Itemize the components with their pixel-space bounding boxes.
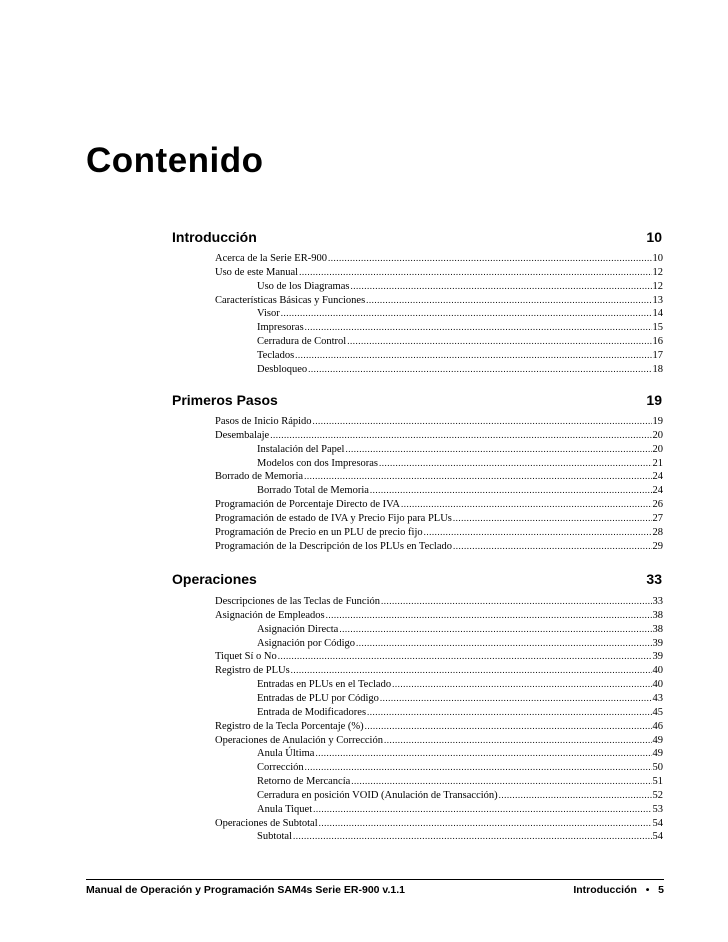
toc-entry-page-number: 52: [652, 789, 663, 801]
toc-entry-label: Cerradura en posición VOID (Anulación de Transacción): [257, 789, 498, 801]
toc-entry[interactable]: [257, 458, 663, 472]
toc-entry-page-number: 38: [652, 609, 663, 621]
toc-entry[interactable]: [257, 281, 663, 295]
toc-entry-page-number: 54: [652, 817, 663, 829]
dot-leader: [328, 253, 652, 263]
toc-entry-label: Programación de Porcentaje Directo de IVA: [215, 499, 400, 511]
toc-entry-label: Anula Tiquet: [257, 803, 313, 815]
toc-entry-label: Instalación del Papel: [257, 443, 345, 455]
toc-entry-page-number: 28: [652, 526, 663, 538]
footer-page-number: 5: [658, 884, 664, 896]
toc-entry-label: Visor: [257, 308, 280, 320]
dot-leader: [401, 499, 652, 509]
toc-entry-page-number: 15: [652, 322, 663, 334]
toc-entry-label: Retorno de Mercancía: [257, 776, 351, 788]
toc-entry-page-number: 43: [652, 692, 663, 704]
toc-entry[interactable]: [257, 776, 663, 790]
dot-leader: [305, 322, 652, 332]
toc-entry-page-number: 33: [652, 596, 663, 607]
toc-entry-page-number: 40: [652, 665, 663, 677]
toc-entry-label: Uso de este Manual: [215, 266, 299, 278]
toc-entry-label: Corrección: [257, 762, 304, 774]
toc-entry-page-number: 18: [652, 363, 663, 375]
toc-entry-page-number: 17: [652, 349, 663, 361]
toc-entry[interactable]: [257, 679, 663, 693]
toc-entry[interactable]: [215, 471, 663, 485]
dot-leader: [304, 471, 651, 481]
toc-entry[interactable]: [215, 527, 663, 541]
dot-leader: [365, 721, 652, 731]
toc-entry-label: Anula Última: [257, 748, 315, 760]
footer-section: Introducción: [573, 884, 637, 896]
toc-entry-page-number: 21: [652, 457, 663, 469]
toc-entry-label: Programación de estado de IVA y Precio Fijo para PLUs: [215, 512, 452, 524]
toc-entry-label: Programación de la Descripción de los PLUs en Teclado: [215, 540, 453, 552]
toc-entry[interactable]: [215, 818, 663, 832]
dot-leader: [305, 762, 652, 772]
toc-entry-label: Asignación Directa: [257, 623, 339, 635]
toc-entry[interactable]: [257, 444, 663, 458]
toc-entry-page-number: 12: [652, 266, 663, 278]
section-heading[interactable]: [172, 229, 662, 247]
dot-leader: [313, 416, 652, 426]
toc-entry-label: Asignación de Empleados: [215, 609, 325, 621]
toc-entry[interactable]: [215, 499, 663, 513]
dot-leader: [319, 818, 652, 828]
footer-bullet: •: [645, 884, 650, 896]
toc-entry-page-number: 49: [652, 748, 663, 760]
toc-entry[interactable]: [215, 735, 663, 749]
toc-entry-page-number: 45: [652, 706, 663, 718]
toc-entry-page-number: 20: [652, 429, 663, 441]
toc-entry-page-number: 24: [652, 471, 663, 483]
toc-entry-page-number: 14: [652, 308, 663, 320]
section-page-number: 10: [646, 229, 662, 245]
dot-leader: [299, 267, 651, 277]
toc-entry[interactable]: [257, 336, 663, 350]
toc-entry-page-number: 24: [652, 485, 663, 497]
toc-entry-label: Descripciones de las Teclas de Función: [215, 596, 380, 607]
toc-entry-label: Desembalaje: [215, 429, 270, 441]
dot-leader: [381, 596, 652, 606]
section-title: Primeros Pasos: [172, 392, 278, 408]
dot-leader: [366, 295, 651, 305]
toc-entry[interactable]: [215, 253, 663, 267]
toc-entry-page-number: 20: [652, 443, 663, 455]
dot-leader: [270, 430, 651, 440]
toc-entry[interactable]: [257, 322, 663, 336]
toc-entry-label: Subtotal: [257, 831, 293, 843]
toc-entry[interactable]: [215, 721, 663, 735]
dot-leader: [453, 513, 652, 523]
toc-entry[interactable]: [257, 804, 663, 818]
toc-entry[interactable]: [257, 790, 663, 804]
dot-leader: [384, 735, 652, 745]
page-title: Contenido: [86, 141, 264, 180]
dot-leader: [326, 610, 652, 620]
toc-entry-label: Asignación por Código: [257, 637, 355, 649]
toc-entry-label: Pasos de Inicio Rápido: [215, 416, 312, 427]
toc-entry[interactable]: [257, 638, 663, 652]
toc-entry-label: Uso de los Diagramas: [257, 280, 350, 292]
toc-entry[interactable]: [215, 596, 663, 610]
dot-leader: [453, 541, 651, 551]
toc-entry-page-number: 49: [652, 734, 663, 746]
section-heading[interactable]: [172, 571, 662, 589]
toc-entry-page-number: 54: [652, 831, 663, 843]
dot-leader: [370, 485, 652, 495]
dot-leader: [313, 804, 651, 814]
dot-leader: [295, 350, 651, 360]
dot-leader: [350, 281, 651, 291]
toc-entry-page-number: 39: [652, 637, 663, 649]
toc-entry-page-number: 26: [652, 499, 663, 511]
toc-entry-label: Teclados: [257, 349, 295, 361]
dot-leader: [347, 336, 651, 346]
toc-entry-page-number: 29: [652, 540, 663, 552]
section-page-number: 19: [646, 392, 662, 408]
section-heading[interactable]: [172, 392, 662, 410]
toc-entry-page-number: 10: [652, 253, 663, 264]
toc-entry-label: Borrado de Memoria: [215, 471, 304, 483]
toc-entry-label: Entrada de Modificadores: [257, 706, 367, 718]
dot-leader: [315, 748, 651, 758]
dot-leader: [351, 776, 651, 786]
toc-entry[interactable]: [257, 693, 663, 707]
toc-entry-page-number: 50: [652, 762, 663, 774]
toc-entry[interactable]: [257, 748, 663, 762]
dot-leader: [281, 308, 652, 318]
toc-entry-label: Operaciones de Anulación y Corrección: [215, 734, 383, 746]
toc-entry-page-number: 13: [652, 294, 663, 306]
toc-entry[interactable]: [215, 665, 663, 679]
toc-entry-page-number: 16: [652, 336, 663, 348]
dot-leader: [379, 458, 651, 468]
dot-leader: [392, 679, 651, 689]
footer-section-page: [573, 884, 664, 896]
toc-entry-label: Borrado Total de Memoria: [257, 485, 369, 497]
toc-entry-label: Impresoras: [257, 322, 304, 334]
toc-entry-label: Tiquet Sí o No: [215, 651, 277, 663]
toc-entry[interactable]: [215, 610, 663, 624]
toc-entry-page-number: 46: [652, 720, 663, 732]
footer-manual-title: Manual de Operación y Programación SAM4s Serie ER-900 v.1.1: [86, 884, 406, 896]
toc-entry[interactable]: [215, 430, 663, 444]
section-page-number: 33: [646, 571, 662, 587]
toc-entry[interactable]: [257, 364, 663, 378]
toc-entry-label: Acerca de la Serie ER-900: [215, 253, 327, 264]
toc-entry-label: Registro de PLUs: [215, 665, 290, 677]
toc-entry[interactable]: [215, 416, 663, 430]
toc-entry-page-number: 38: [652, 623, 663, 635]
toc-entry-page-number: 19: [652, 416, 663, 427]
dot-leader: [339, 624, 651, 634]
toc-entry[interactable]: [215, 295, 663, 309]
toc-entry[interactable]: [257, 308, 663, 322]
toc-entry[interactable]: [215, 513, 663, 527]
dot-leader: [308, 364, 651, 374]
toc-entry-label: Registro de la Tecla Porcentaje (%): [215, 720, 364, 732]
toc-entry-page-number: 27: [652, 512, 663, 524]
toc-entry-label: Entradas en PLUs en el Teclado: [257, 679, 392, 691]
footer-rule: [86, 879, 664, 880]
toc-entry[interactable]: [257, 707, 663, 721]
toc-entry[interactable]: [215, 267, 663, 281]
dot-leader: [424, 527, 652, 537]
dot-leader: [345, 444, 651, 454]
toc-entry[interactable]: [257, 485, 663, 499]
toc-entry[interactable]: [257, 831, 663, 845]
toc-entry[interactable]: [257, 762, 663, 776]
page-footer: [86, 884, 664, 900]
toc-entry-page-number: 53: [652, 803, 663, 815]
toc-entry-page-number: 12: [652, 280, 663, 292]
toc-entry-label: Entradas de PLU por Código: [257, 692, 379, 704]
section-title: Operaciones: [172, 571, 257, 587]
dot-leader: [278, 651, 652, 661]
dot-leader: [291, 665, 652, 675]
dot-leader: [380, 693, 652, 703]
dot-leader: [356, 638, 652, 648]
toc-entry[interactable]: [257, 350, 663, 364]
dot-leader: [367, 707, 651, 717]
toc-entry-page-number: 51: [652, 776, 663, 788]
toc-entry-label: Características Básicas y Funciones: [215, 294, 366, 306]
dot-leader: [499, 790, 652, 800]
toc-entry-label: Modelos con dos Impresoras: [257, 457, 379, 469]
toc-entry[interactable]: [257, 624, 663, 638]
toc-entry-label: Cerradura de Control: [257, 336, 347, 348]
toc-entry[interactable]: [215, 541, 663, 555]
toc-entry-label: Operaciones de Subtotal: [215, 817, 318, 829]
toc-entry[interactable]: [215, 651, 663, 665]
toc-entry-page-number: 40: [652, 679, 663, 691]
toc-entry-label: Desbloqueo: [257, 363, 308, 375]
section-title: Introducción: [172, 229, 257, 245]
toc-entry-label: Programación de Precio en un PLU de precio fijo: [215, 526, 423, 538]
toc-entry-page-number: 39: [652, 651, 663, 663]
dot-leader: [293, 831, 651, 841]
